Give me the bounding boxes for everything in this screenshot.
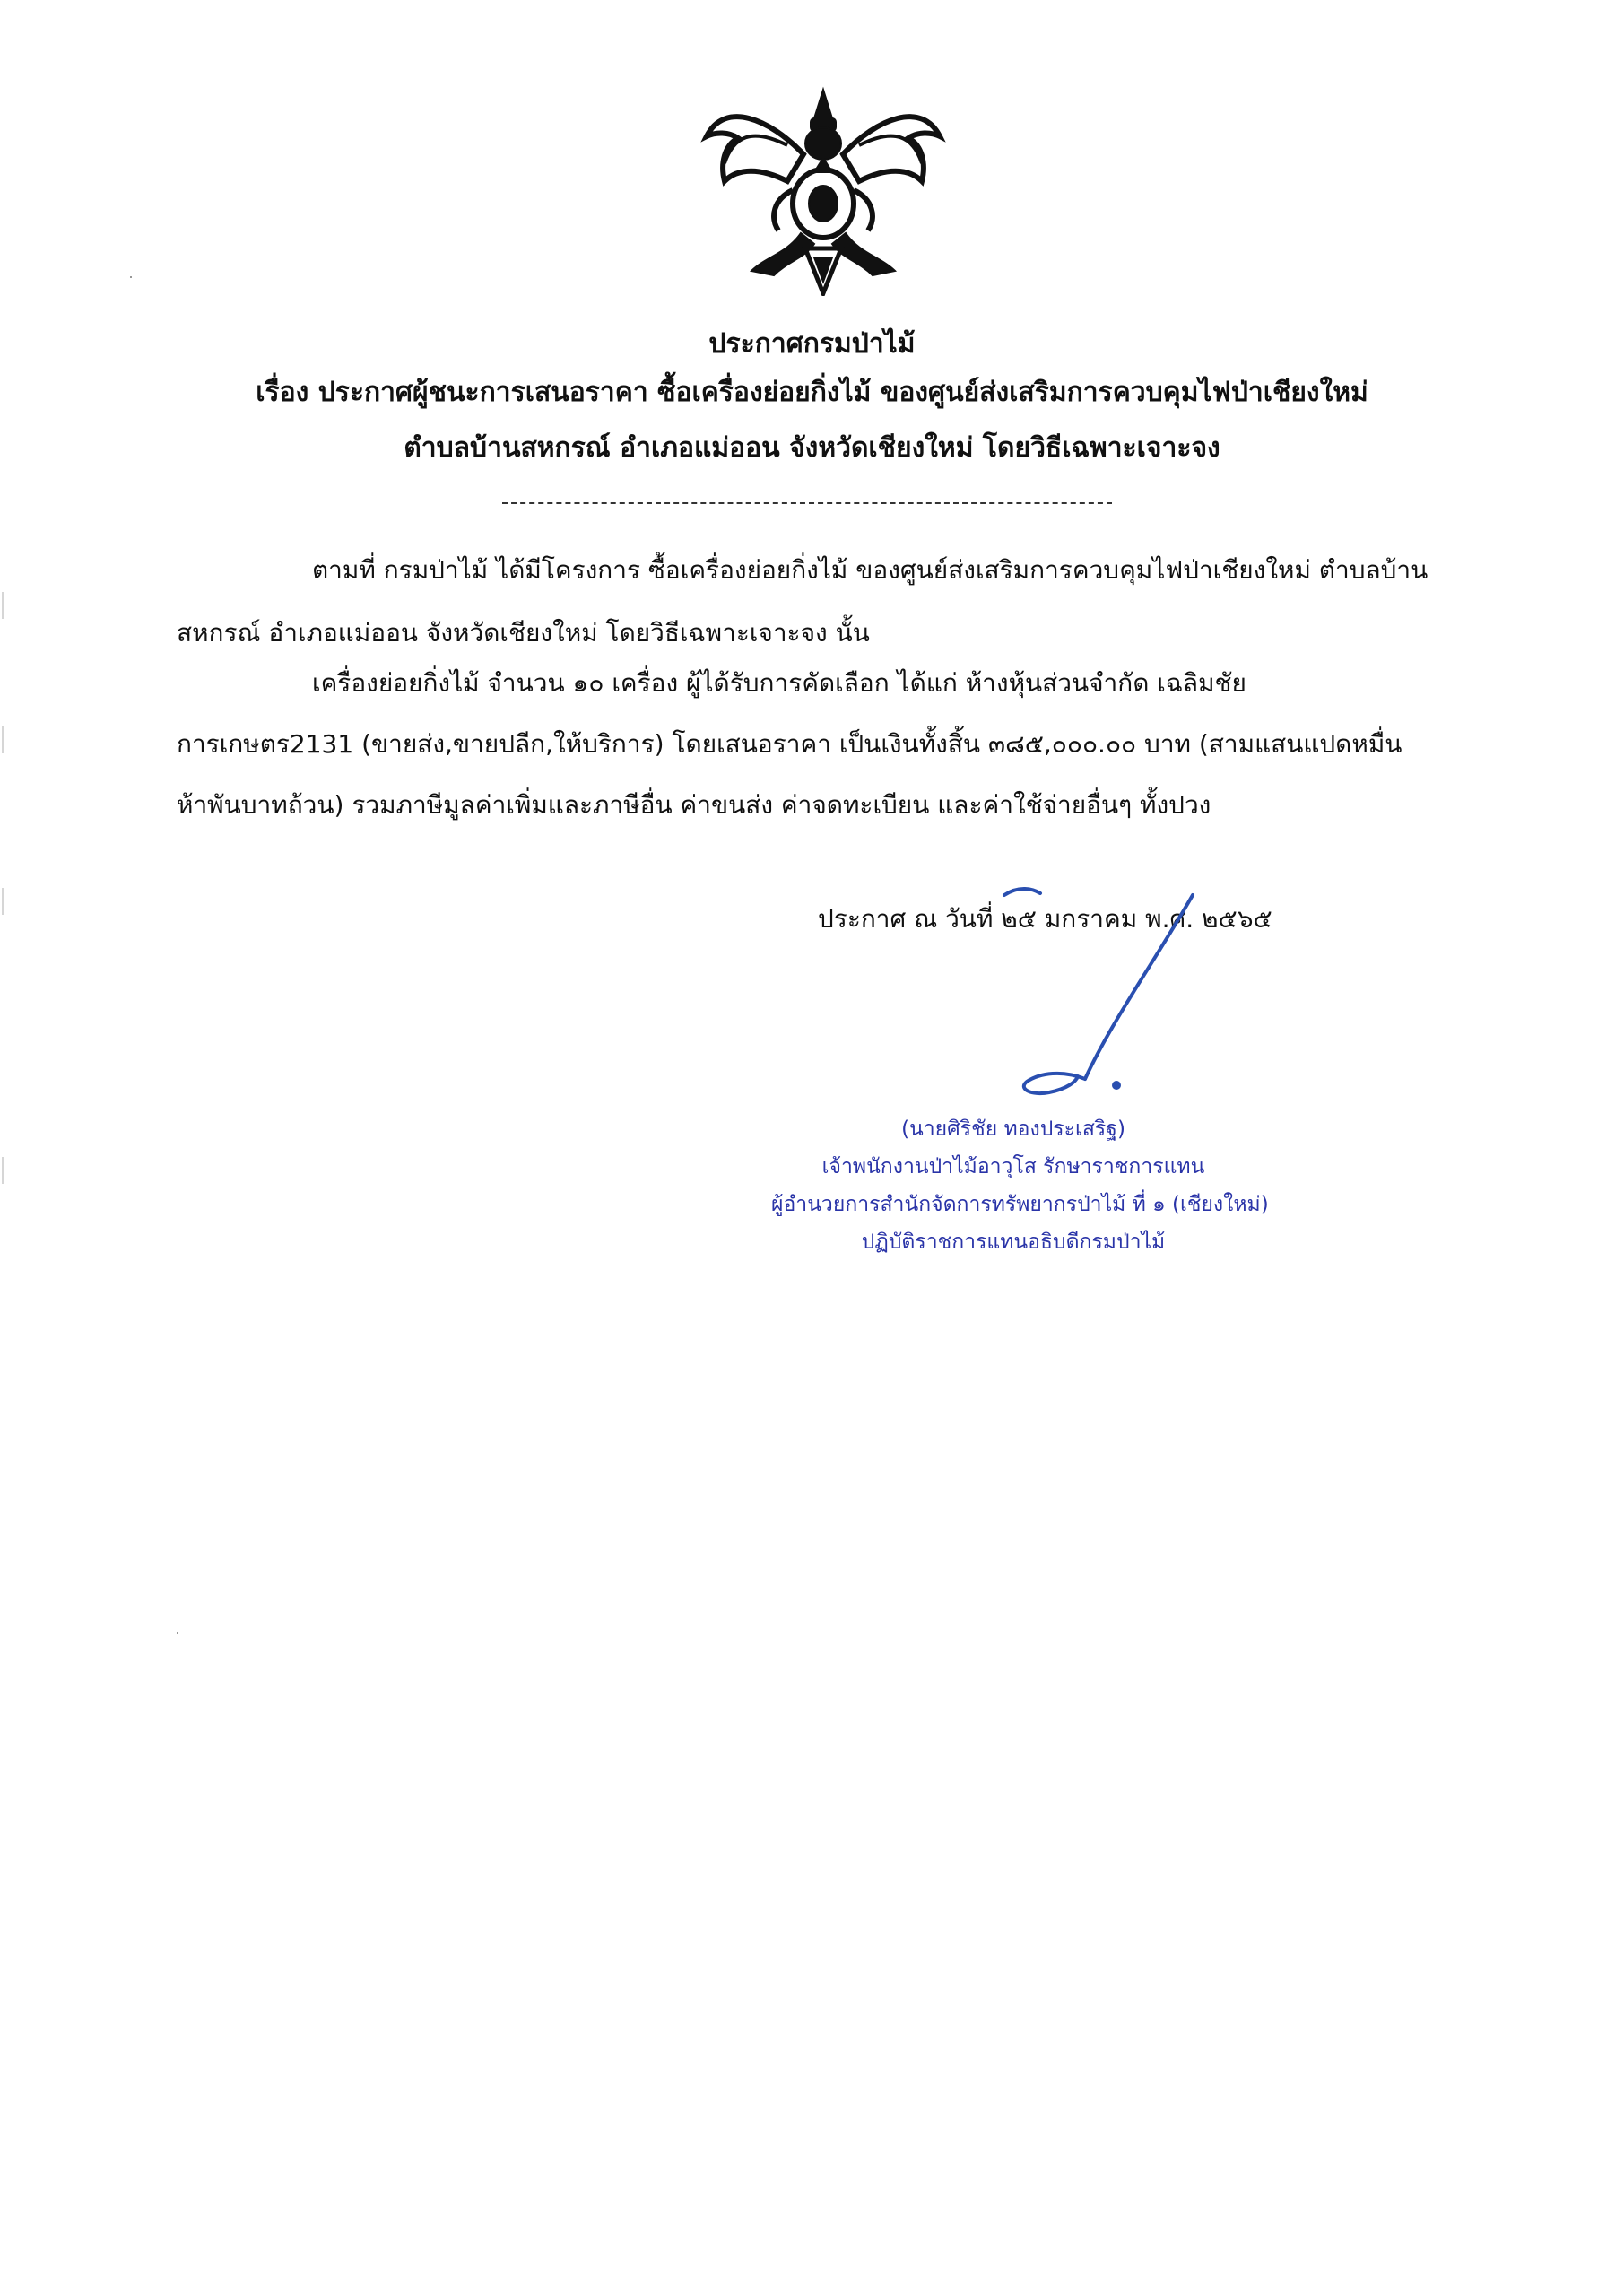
body-paragraph-1-line-1: ตามที่ กรมป่าไม้ ได้มีโครงการ ซื้อเครื่องย่อยกิ่งไม้ ของศูนย์ส่งเสริมการควบคุมไฟป่าเชียงใหม่ ตำบลบ้าน	[312, 555, 1429, 585]
signatory-title-2: ผู้อำนวยการสำนักจัดการทรัพยากรป่าไม้ ที่ ๑ (เชียงใหม่)	[771, 1193, 1269, 1216]
body-paragraph-2-line-2: การเกษตร2131 (ขายส่ง,ขายปลีก,ให้บริการ) โดยเสนอราคา เป็นเงินทั้งสิ้น ๓๘๕,๐๐๐.๐๐ บาท (สามแสนแปดหมื่น	[177, 729, 1403, 759]
announcement-date: ประกาศ ณ วันที่ ๒๕ มกราคม พ.ศ. ๒๕๖๕	[818, 904, 1272, 934]
handwritten-signature	[977, 877, 1246, 1119]
subject-line-1: เรื่อง ประกาศผู้ชนะการเสนอราคา ซื้อเครื่องย่อยกิ่งไม้ ของศูนย์ส่งเสริมการควบคุมไฟป่าเชียงใหม่	[256, 377, 1368, 408]
body-paragraph-1-line-2: สหกรณ์ อำเภอแม่ออน จังหวัดเชียงใหม่ โดยวิธีเฉพาะเจาะจง นั้น	[177, 618, 870, 648]
garuda-emblem-icon	[689, 83, 958, 296]
body-paragraph-2-line-1: เครื่องย่อยกิ่งไม้ จำนวน ๑๐ เครื่อง ผู้ได้รับการคัดเลือก ได้แก่ ห้างหุ้นส่วนจำกัด เฉลิมชัย	[312, 668, 1246, 698]
scan-speck	[130, 276, 132, 278]
signatory-title-1: เจ้าพนักงานป่าไม้อาวุโส รักษาราชการแทน	[821, 1155, 1205, 1178]
scan-edge-mark	[2, 592, 4, 619]
scan-speck	[177, 1632, 178, 1634]
body-paragraph-2-line-3: ห้าพันบาทถ้วน) รวมภาษีมูลค่าเพิ่มและภาษีอื่น ค่าขนส่ง ค่าจดทะเบียน และค่าใช้จ่ายอื่นๆ ทั้งปวง	[177, 790, 1211, 820]
signatory-title-3: ปฏิบัติราชการแทนอธิบดีกรมป่าไม้	[861, 1231, 1166, 1254]
signatory-block	[771, 1110, 1269, 1261]
divider	[502, 502, 1112, 504]
scan-edge-mark	[2, 888, 4, 915]
scan-edge-mark	[2, 726, 4, 753]
scan-edge-mark	[2, 1157, 4, 1184]
subject-line-2: ตำบลบ้านสหกรณ์ อำเภอแม่ออน จังหวัดเชียงใหม่ โดยวิธีเฉพาะเจาะจง	[404, 432, 1220, 464]
signatory-name: (นายศิริชัย ทองประเสริฐ)	[901, 1118, 1125, 1141]
announcement-heading: ประกาศกรมป่าไม้	[708, 328, 916, 360]
